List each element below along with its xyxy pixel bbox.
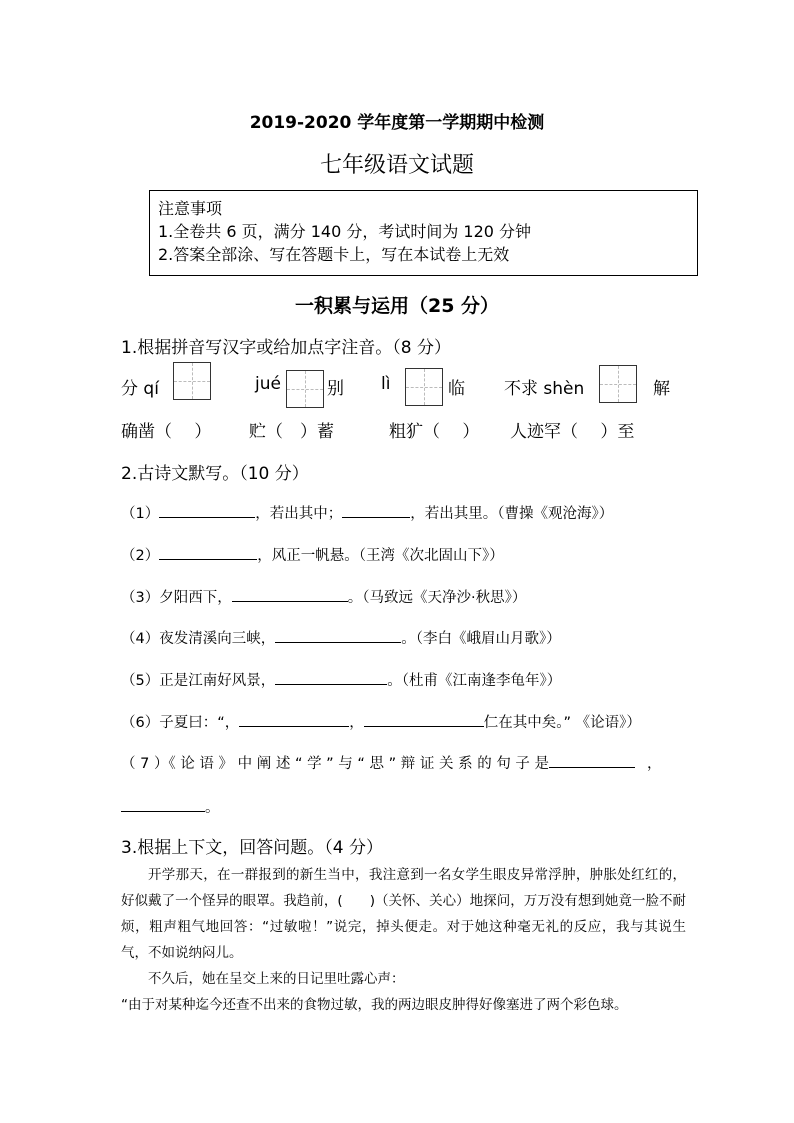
notice-box (149, 190, 698, 276)
q2-line-6-text-a: （6）子夏曰：“， (121, 715, 240, 731)
q1-word3-pinyin: lì (381, 374, 391, 394)
q2-line-5 (121, 669, 561, 690)
q1-word3-char: 临 (448, 379, 465, 399)
answer-blank-1b[interactable] (342, 503, 410, 518)
q2-line-2-num: （2） (121, 548, 160, 564)
q1-pinyin-row (121, 362, 691, 402)
q1-word2-char: 别 (327, 379, 344, 399)
answer-grid-1[interactable] (173, 362, 211, 400)
answer-blank-1a[interactable] (159, 503, 255, 518)
q2-line-4-text-a: （4）夜发清溪向三峡， (121, 631, 276, 647)
answer-blank-7a[interactable] (549, 753, 635, 768)
answer-grid-2[interactable] (286, 370, 324, 408)
q2-line-1 (121, 502, 613, 523)
q3-passage (121, 862, 686, 1018)
answer-blank-5[interactable] (275, 670, 387, 685)
answer-grid-3[interactable] (405, 368, 443, 406)
q2-line-4-text-b: 。（李白《峨眉山月歌》） (401, 631, 561, 647)
q1-zhuyin-word1: 确凿（ ） (121, 422, 212, 442)
answer-blank-4[interactable] (275, 628, 401, 643)
q2-title: 2.古诗文默写。（10 分） (121, 464, 309, 484)
answer-blank-2[interactable] (159, 545, 257, 560)
q3-paragraph-2: 不久后，她在呈交上来的日记里吐露心声： (148, 971, 405, 987)
section-1-title: 一积累与运用（25 分） (294, 295, 500, 317)
q1-word2-pinyin: jué (255, 374, 281, 394)
q2-line-3-text-b: 。（马致远《天净沙·秋思》） (347, 590, 527, 606)
exam-period-title: 2019-2020 学年度第一学期期中检测 (249, 113, 545, 133)
q2-line-3-text-a: （3）夕阳西下， (121, 590, 232, 606)
answer-blank-7b[interactable] (121, 797, 205, 812)
q2-line-7-text-a: （ 7 ）《 论 语 》 中 阐 述 “ 学 ” 与 “ 思 ” 辩 证 关 系 的 句 子 是 (121, 756, 550, 772)
q2-line-6-text-b: ， (349, 715, 364, 731)
answer-blank-6b[interactable] (364, 712, 484, 727)
q3-paragraph-3: “由于对某种迄今还查不出来的食物过敏，我的两边眼皮肿得好像塞进了两个彩色球。 (121, 997, 628, 1013)
q1-zhuyin-word3: 粗犷（ ） (389, 422, 480, 442)
q2-line-1-num: （1） (121, 506, 160, 522)
q2-line-3 (121, 586, 526, 607)
q1-word4-pinyin: 不求 shèn (504, 379, 585, 399)
q2-line-7-text-b: ， (647, 756, 662, 772)
q2-line-6 (121, 711, 641, 732)
q2-line-5-text-b: 。（杜甫《江南逢李龟年》） (387, 673, 562, 689)
answer-grid-4[interactable] (599, 365, 637, 403)
q1-word1-pinyin: 分 qí (121, 379, 159, 399)
q2-line-2-text: ，风正一帆悬。（王湾《次北固山下》） (257, 548, 504, 564)
q2-line-4 (121, 627, 561, 648)
q1-zhuyin-row (121, 417, 691, 457)
notice-item-1: 1.全卷共 6 页，满分 140 分，考试时间为 120 分钟 (158, 222, 532, 241)
q2-line-5-text-a: （5）正是江南好风景， (121, 673, 276, 689)
notice-title: 注意事项 (158, 199, 223, 218)
q1-zhuyin-word4: 人迹罕（ ）至 (510, 422, 635, 442)
notice-item-2: 2.答案全部涂、写在答题卡上，写在本试卷上无效 (158, 245, 510, 264)
answer-blank-6a[interactable] (239, 712, 349, 727)
answer-blank-3[interactable] (232, 587, 348, 602)
q3-title: 3.根据上下文，回答问题。（4 分） (121, 838, 383, 858)
q2-line-2 (121, 544, 504, 565)
paper-title: 七年级语文试题 (319, 153, 474, 178)
q1-zhuyin-word2: 贮（ ）蓄 (249, 422, 334, 442)
q3-paragraph-1: 开学那天，在一群报到的新生当中，我注意到一名女学生眼皮异常浮肿，肿胀处红红的，好似戴了一个怪异的眼罩。我趋前，( )（关怀、关心）地探问，万万没有想到她竟一脸不耐烦，粗声粗气地回答：“过敏啦！”说完，掉头便走。对于她这种毫无礼的反应，我与其说生气，不如说纳闷儿。 (121, 867, 686, 961)
q2-line-7-cont (121, 796, 220, 817)
q1-word4-char: 解 (653, 379, 670, 399)
q1-title: 1.根据拼音写汉字或给加点字注音。（8 分） (121, 338, 451, 358)
q2-line-1-text-a: ，若出其中； (255, 506, 343, 522)
q2-line-6-text-c: 仁在其中矣。” 《论语》） (483, 715, 641, 731)
q2-line-7-text-c: 。 (205, 800, 220, 816)
q2-line-7 (121, 752, 662, 773)
q2-line-1-text-b: ，若出其里。（曹操《观沧海》） (410, 506, 614, 522)
